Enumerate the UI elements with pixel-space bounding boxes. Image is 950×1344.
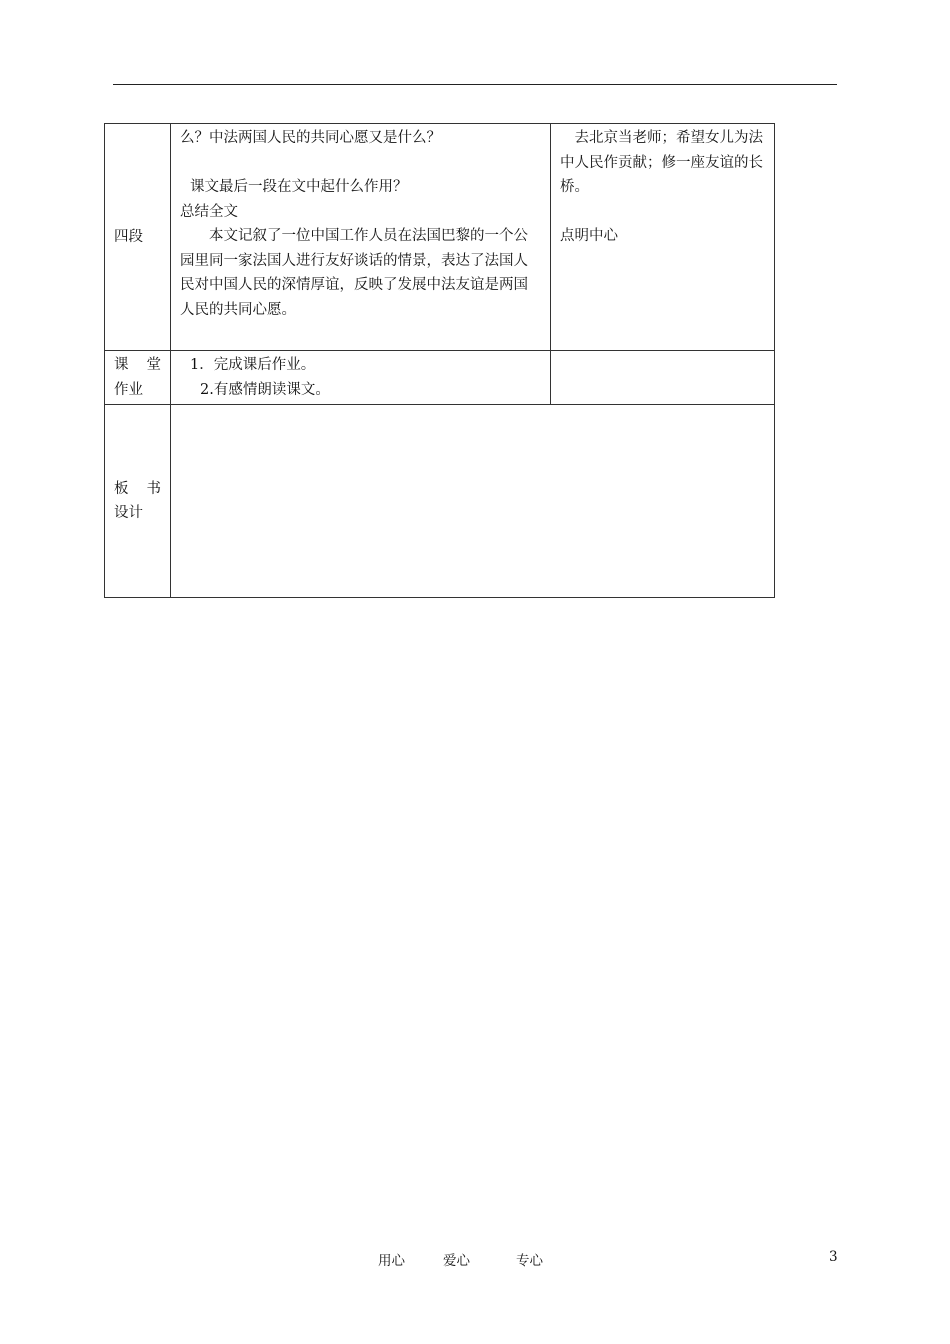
table-row <box>105 124 775 351</box>
notes-cell <box>551 124 775 351</box>
content-cell <box>171 351 551 405</box>
answer-text: 去北京当老师；希望女儿为法中人民作贡献；修一座友谊的长桥。 <box>560 130 763 195</box>
section-label-line <box>114 477 161 502</box>
lesson-plan-table <box>104 123 775 598</box>
section-label-char: 课 <box>114 357 136 373</box>
table-row <box>105 405 775 598</box>
section-label-char: 板 <box>114 480 136 497</box>
content-cell <box>171 124 551 351</box>
section-label: 四段 <box>114 228 143 245</box>
section-label-char: 书 <box>146 480 162 497</box>
footer-motto: 爱心 <box>443 1253 470 1269</box>
section-label-char: 堂 <box>146 357 162 373</box>
list-item: 2.有感情朗读课文。 <box>200 381 330 398</box>
notes-cell <box>551 351 775 405</box>
page-number: 3 <box>829 1249 838 1265</box>
summary-paragraph: 本文记叙了一位中国工作人员在法国巴黎的一个公园里同一家法国人进行友好谈话的情景，表达了法国人民对中国人民的深情厚谊，反映了发展中法友谊是两国人民的共同心愿。 <box>180 228 528 318</box>
section-label-line: 设计 <box>114 505 143 521</box>
summary-heading: 总结全文 <box>180 203 238 220</box>
section-label-line <box>114 353 161 378</box>
footer-motto: 用心 <box>378 1253 405 1269</box>
table-row <box>105 351 775 405</box>
section-label-line: 作业 <box>114 381 143 398</box>
point-text: 点明中心 <box>560 228 618 244</box>
board-design-cell <box>171 405 775 598</box>
blank-line <box>180 151 541 176</box>
footer-motto: 专心 <box>516 1253 543 1269</box>
blank-line <box>560 200 765 225</box>
header-rule <box>113 84 837 85</box>
question-line: 么？中法两国人民的共同心愿又是什么？ <box>180 130 441 146</box>
list-item: 1．完成课后作业。 <box>190 357 316 373</box>
section-label-cell <box>105 405 171 598</box>
question-line: 课文最后一段在文中起什么作用？ <box>190 179 408 195</box>
section-label-cell <box>105 124 171 351</box>
section-label-cell <box>105 351 171 405</box>
